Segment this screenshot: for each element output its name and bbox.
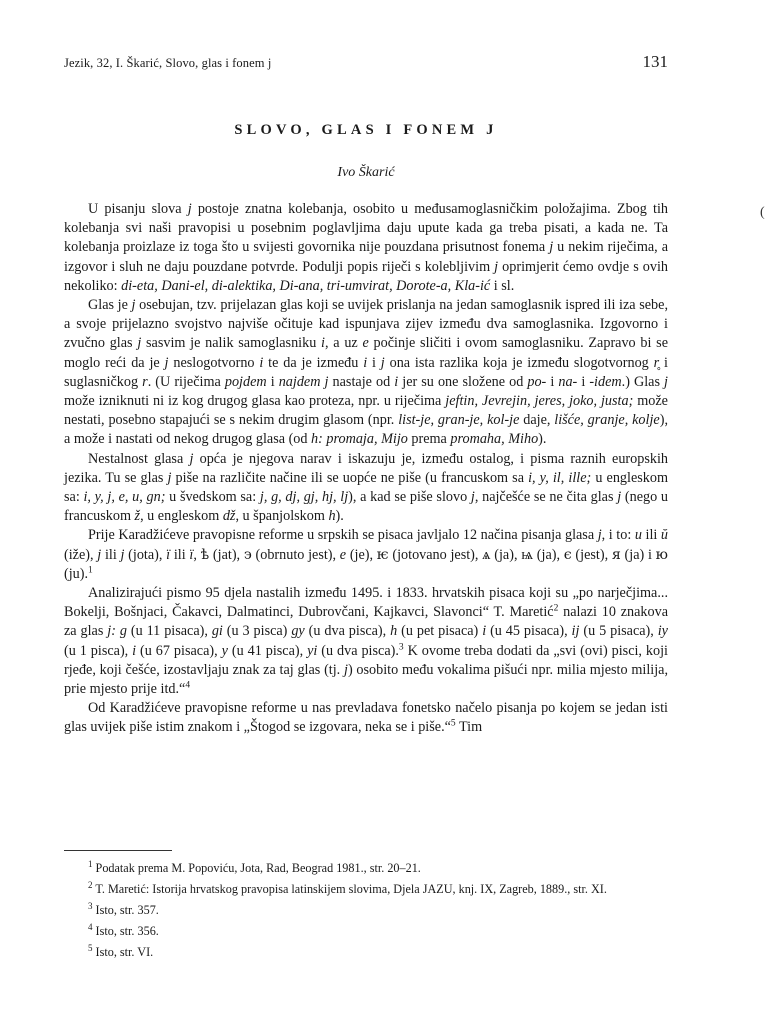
footnote-text: T. Maretić: Istorija hrvatskog pravopisa latinskijem slovima, Djela JAZU, knj. IX, Zagreb, 1889., str. XI. [95,882,607,897]
footnote [64,919,668,940]
footnote-text: Isto, str. 356. [95,924,159,939]
footnote-mark: 4 [88,922,93,933]
edge-mark: ( [760,205,765,220]
footnotes [64,856,668,961]
footnote-text: Isto, str. VI. [95,945,154,960]
running-head: Jezik, 32, I. Škarić, Slovo, glas i fonem j [64,56,272,70]
article-title: SLOVO, GLAS I FONEM J [234,122,498,138]
paragraph-6: Od Karadžićeve pravopisne reforme u nas prevladava fonetsko načelo pisanja po kojem se jedan isti glas uvijek piše istim znakom i „Štogod se izgovara, neka se i piše.“$^5$ Tim [64,700,668,736]
page-number: 131 [642,52,668,71]
article-body [64,200,668,738]
footnote-text: Podatak prema M. Popoviću, Jota, Rad, Beograd 1981., str. 20–21. [95,861,421,876]
footnote-separator [64,850,172,851]
footnote-mark: 5 [88,943,93,954]
paragraph-1: U pisanju slova j postoje znatna kolebanja, osobito u međusamoglasničkim položajima. Zbog tih kolebanja svi naši pravopisi u posebnim poglavljima daju upute kada ga treba pisati, a kada ne. Ta kolebanja proizlaze iz toga što u svijesti govornika nije pouzdana prisutnost fonema j u nekim riječima, a izgovor i sluh ne daju pouzdane potvrde. Podulji popis riječi s kolebljivim j oprimjerit ćemo ovdje s ovih nekoliko: di-eta, Dani-el, di-alektika, Di-ana, tri-umvirat, Dorote-a, Kla-ić i sl. [64,201,668,294]
footnote [64,856,668,877]
paragraph-4: Prije Karadžićeve pravopisne reforme u srpskih se pisaca javljalo 12 načina pisanja glasa j, i to: u ili ŭ (iže), j ili ј (jota), ї ili ї, ѣ (jat), э (obrnuto jest), e (je), ѥ (jotovano jest), ѧ (ja), ѩ (ja), є (jest), я (ja) i ю (ju).$^1$ [64,527,668,582]
footnote [64,898,668,919]
footnote-mark: 1 [88,859,93,869]
footnote-text: Isto, str. 357. [95,903,159,918]
paragraph-3: Nestalnost glasa j opća je njegova narav i iskazuju je, između ostalog, i pisma raznih europskih jezika. Tu se glas j piše na različite načine ili se uopće ne piše (u francuskom sa i, y, il, ille; u engleskom sa: i, y, j, e, u, gn; u švedskom sa: j, g, dj, gj, hj, lj), a kad se piše slovo j, najčešće se ne čita glas j (nego u francuskom ž, u engleskom dž, u španjolskom h). [64,450,668,525]
footnote [64,940,668,961]
paragraph-5: Analizirajući pismo 95 djela nastalih između 1495. i 1833. hrvatskih pisaca koji su „po narječjima... Bokelji, Bošnjaci, Čakavci, Dalmatinci, Dubrovčani, Kajkavci, Slavonci“ T. Maretić$^2$ nalazi 10 znakova za glas j: g (u 11 pisaca), gi (u 3 pisca) gy (u dva pisca), h (u pet pisaca) i (u 45 pisaca), ij (u 5 pisaca), iy (u 1 pisca), i (u 67 pisaca), y (u 41 pisca), yi (u dva pisca).$^3$ K ovome treba dodati da „svi (ovi) pisci, koji rjeđe, koji češće, izostavljaju znak za taj glas (tj. j) osobito među vokalima pišući npr. milia mjesto milija, prie mjesto prije itd.“$^4$ [64,585,668,698]
article-author: Ivo Škarić [337,165,395,180]
footnote-mark: 2 [88,880,93,891]
footnote-mark: 3 [88,901,93,912]
running-header [64,52,668,74]
footnote [64,877,668,898]
paragraph-2: Glas je j osebujan, tzv. prijelazan glas koji se uvijek prislanja na jedan samoglasnik ispred ili iza sebe, a svoje prijelazno svojstvo najviše očituje kad ispunjava zijev između dva samoglasnika. Izgovorno i zvučno glas j sasvim je nalik samoglasniku i, a uz e počinje sličiti i ovom samoglasniku. Zapravo bi se moglo reći da je j neslogotvorno i te da je između i i j ona ista razlika koja je između slogotvornog r̥ i suglasničkog r. (U riječima pojdem i najdem j nastaje od i jer su one složene od po- i na- i -idem.) Glas j može izniknuti ni iz kog drugog glasa kao proteza, npr. u riječima jeftin, Jevrejin, jeres, joko, justa; može nestati, posebno stapajući se s nekim drugim glasom (npr. list-je, gran-je, kol-je daje, lišće, granje, kolje), a može i nastati od nekog drugog glasa (od h: promaja, Mijo prema promaha, Miho). [64,297,668,448]
